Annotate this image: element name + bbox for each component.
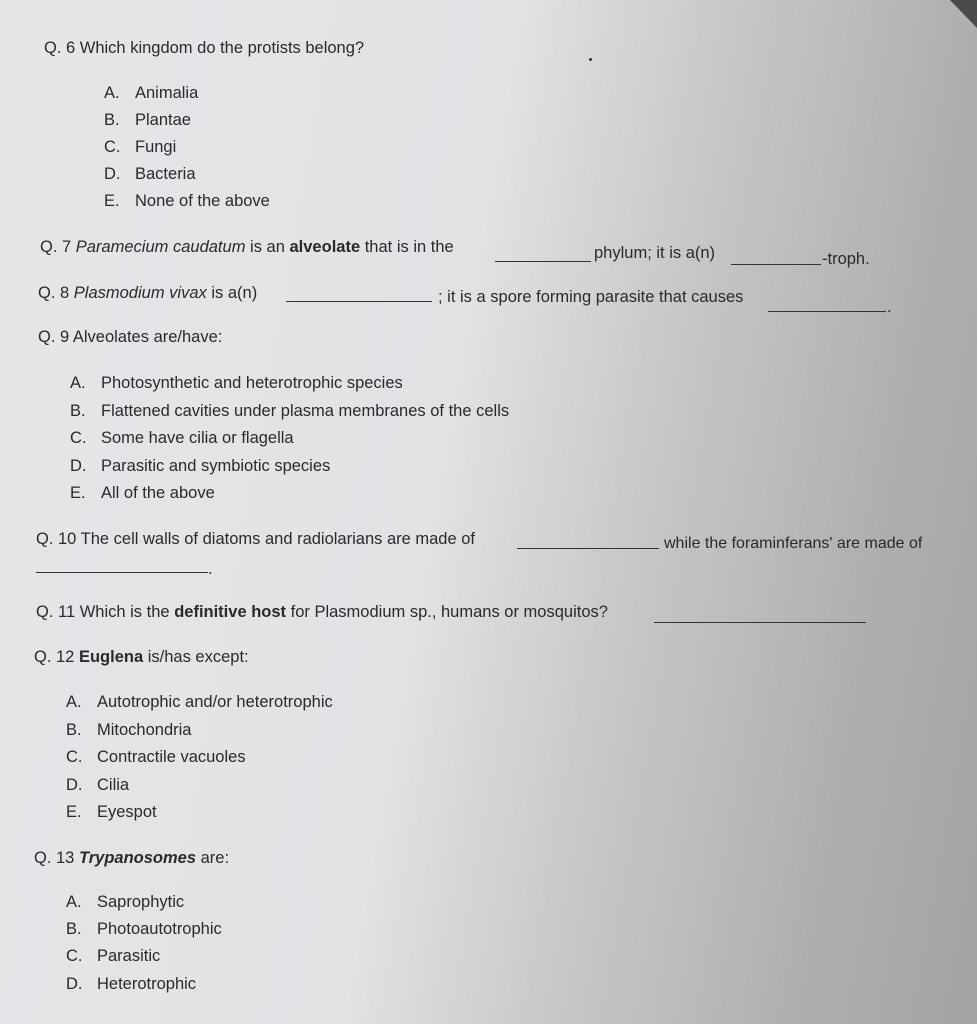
- q7-troph-text: -troph.: [822, 250, 870, 268]
- q6-option-e: [104, 192, 270, 211]
- option-letter: A.: [66, 893, 82, 911]
- option-letter: D.: [70, 457, 87, 475]
- q8-number: Q. 8: [38, 284, 70, 302]
- option-letter: C.: [70, 429, 87, 447]
- option-letter: D.: [104, 165, 121, 183]
- q12-option-d: [66, 776, 129, 795]
- q10-blank-2[interactable]: [36, 558, 208, 573]
- q8-is-an: is a(n): [211, 284, 258, 302]
- option-letter: C.: [104, 138, 121, 156]
- option-letter: B.: [66, 721, 82, 739]
- q11-blank[interactable]: [654, 608, 866, 623]
- option-text: Photoautotrophic: [97, 920, 222, 938]
- q12-option-b: [66, 721, 191, 740]
- q7-phylum-text: phylum; it is a(n): [594, 244, 716, 262]
- option-text: Flattened cavities under plasma membranes of the cells: [101, 402, 510, 420]
- q12-rest: is/has except:: [147, 648, 249, 666]
- q11-bold: definitive host: [174, 603, 287, 621]
- q11-post: for Plasmodium sp., humans or mosquitos?: [290, 603, 608, 621]
- option-text: Photosynthetic and heterotrophic species: [101, 374, 403, 392]
- q13-option-a: [66, 893, 184, 912]
- q12-option-e: [66, 803, 157, 822]
- option-text: Parasitic: [97, 947, 161, 965]
- page-corner-shadow: [917, 0, 977, 28]
- option-letter: E.: [104, 192, 120, 210]
- q10-part2: while the foraminferans' are made of: [664, 535, 923, 552]
- question-13: [34, 849, 229, 868]
- question-11: [36, 603, 608, 622]
- option-text: Saprophytic: [97, 893, 185, 911]
- q13-option-d: [66, 975, 196, 994]
- question-7: [40, 238, 454, 257]
- option-text: Bacteria: [135, 165, 196, 183]
- question-8: [38, 284, 257, 303]
- option-letter: A.: [104, 84, 120, 102]
- option-text: Eyespot: [97, 803, 157, 821]
- q10-end: .: [208, 560, 213, 578]
- question-9: Q. 9 Alveolates are/have:: [38, 328, 223, 346]
- question-10: Q. 10 The cell walls of diatoms and radiolarians are made of: [36, 530, 476, 548]
- option-letter: B.: [70, 402, 86, 420]
- q7-is-an: is an: [250, 238, 285, 256]
- q9-option-c: [70, 429, 294, 448]
- q9-option-d: [70, 457, 330, 476]
- option-letter: A.: [70, 374, 86, 392]
- q9-option-a: [70, 374, 403, 393]
- q8-blank-type[interactable]: [286, 287, 432, 302]
- q13-rest: are:: [200, 849, 230, 867]
- option-letter: A.: [66, 693, 82, 711]
- option-text: Autotrophic and/or heterotrophic: [97, 693, 333, 711]
- q8-species: Plasmodium vivax: [73, 284, 207, 302]
- q12-option-a: [66, 693, 333, 712]
- option-text: Animalia: [135, 84, 199, 102]
- question-12: [34, 648, 249, 667]
- q6-option-d: [104, 165, 196, 184]
- option-text: None of the above: [135, 192, 270, 210]
- q9-option-b: [70, 402, 509, 421]
- q10-blank-1[interactable]: [517, 534, 659, 549]
- q8-blank-disease[interactable]: [768, 297, 886, 312]
- q7-blank-troph[interactable]: [731, 250, 821, 265]
- q12-bold: Euglena: [78, 648, 144, 666]
- option-letter: B.: [66, 920, 82, 938]
- q6-option-a: [104, 84, 198, 103]
- question-6: Q. 6 Which kingdom do the protists belong?: [44, 39, 365, 57]
- option-text: Cilia: [97, 776, 130, 794]
- q7-alveolate: alveolate: [289, 238, 361, 256]
- q12-number: Q. 12: [34, 648, 75, 666]
- option-letter: C.: [66, 748, 83, 766]
- q13-number: Q. 13: [34, 849, 75, 867]
- q11-pre: Q. 11 Which is the: [36, 603, 170, 621]
- q7-in-the: that is in the: [364, 238, 454, 256]
- q6-option-c: [104, 138, 176, 157]
- option-letter: E.: [66, 803, 82, 821]
- q6-option-b: [104, 111, 191, 130]
- option-letter: B.: [104, 111, 120, 129]
- option-text: Heterotrophic: [97, 975, 197, 993]
- q13-species: Trypanosomes: [78, 849, 197, 867]
- option-text: Fungi: [135, 138, 177, 156]
- q13-option-c: [66, 947, 160, 966]
- option-letter: D.: [66, 975, 83, 993]
- option-letter: E.: [70, 484, 86, 502]
- option-text: Parasitic and symbiotic species: [101, 457, 331, 475]
- option-text: All of the above: [101, 484, 215, 502]
- option-text: Some have cilia or flagella: [101, 429, 294, 447]
- option-text: Plantae: [135, 111, 191, 129]
- option-text: Contractile vacuoles: [97, 748, 246, 766]
- q13-option-b: [66, 920, 222, 939]
- option-text: Mitochondria: [97, 721, 192, 739]
- q12-option-c: [66, 748, 246, 767]
- q7-blank-phylum[interactable]: [495, 247, 591, 262]
- q7-number: Q. 7: [40, 238, 72, 256]
- ink-dot: [589, 58, 592, 61]
- q9-option-e: [70, 484, 215, 503]
- option-letter: C.: [66, 947, 83, 965]
- q8-end: .: [887, 298, 892, 316]
- option-letter: D.: [66, 776, 83, 794]
- q7-species: Paramecium caudatum: [75, 238, 246, 256]
- q8-mid-text: ; it is a spore forming parasite that causes: [438, 288, 744, 306]
